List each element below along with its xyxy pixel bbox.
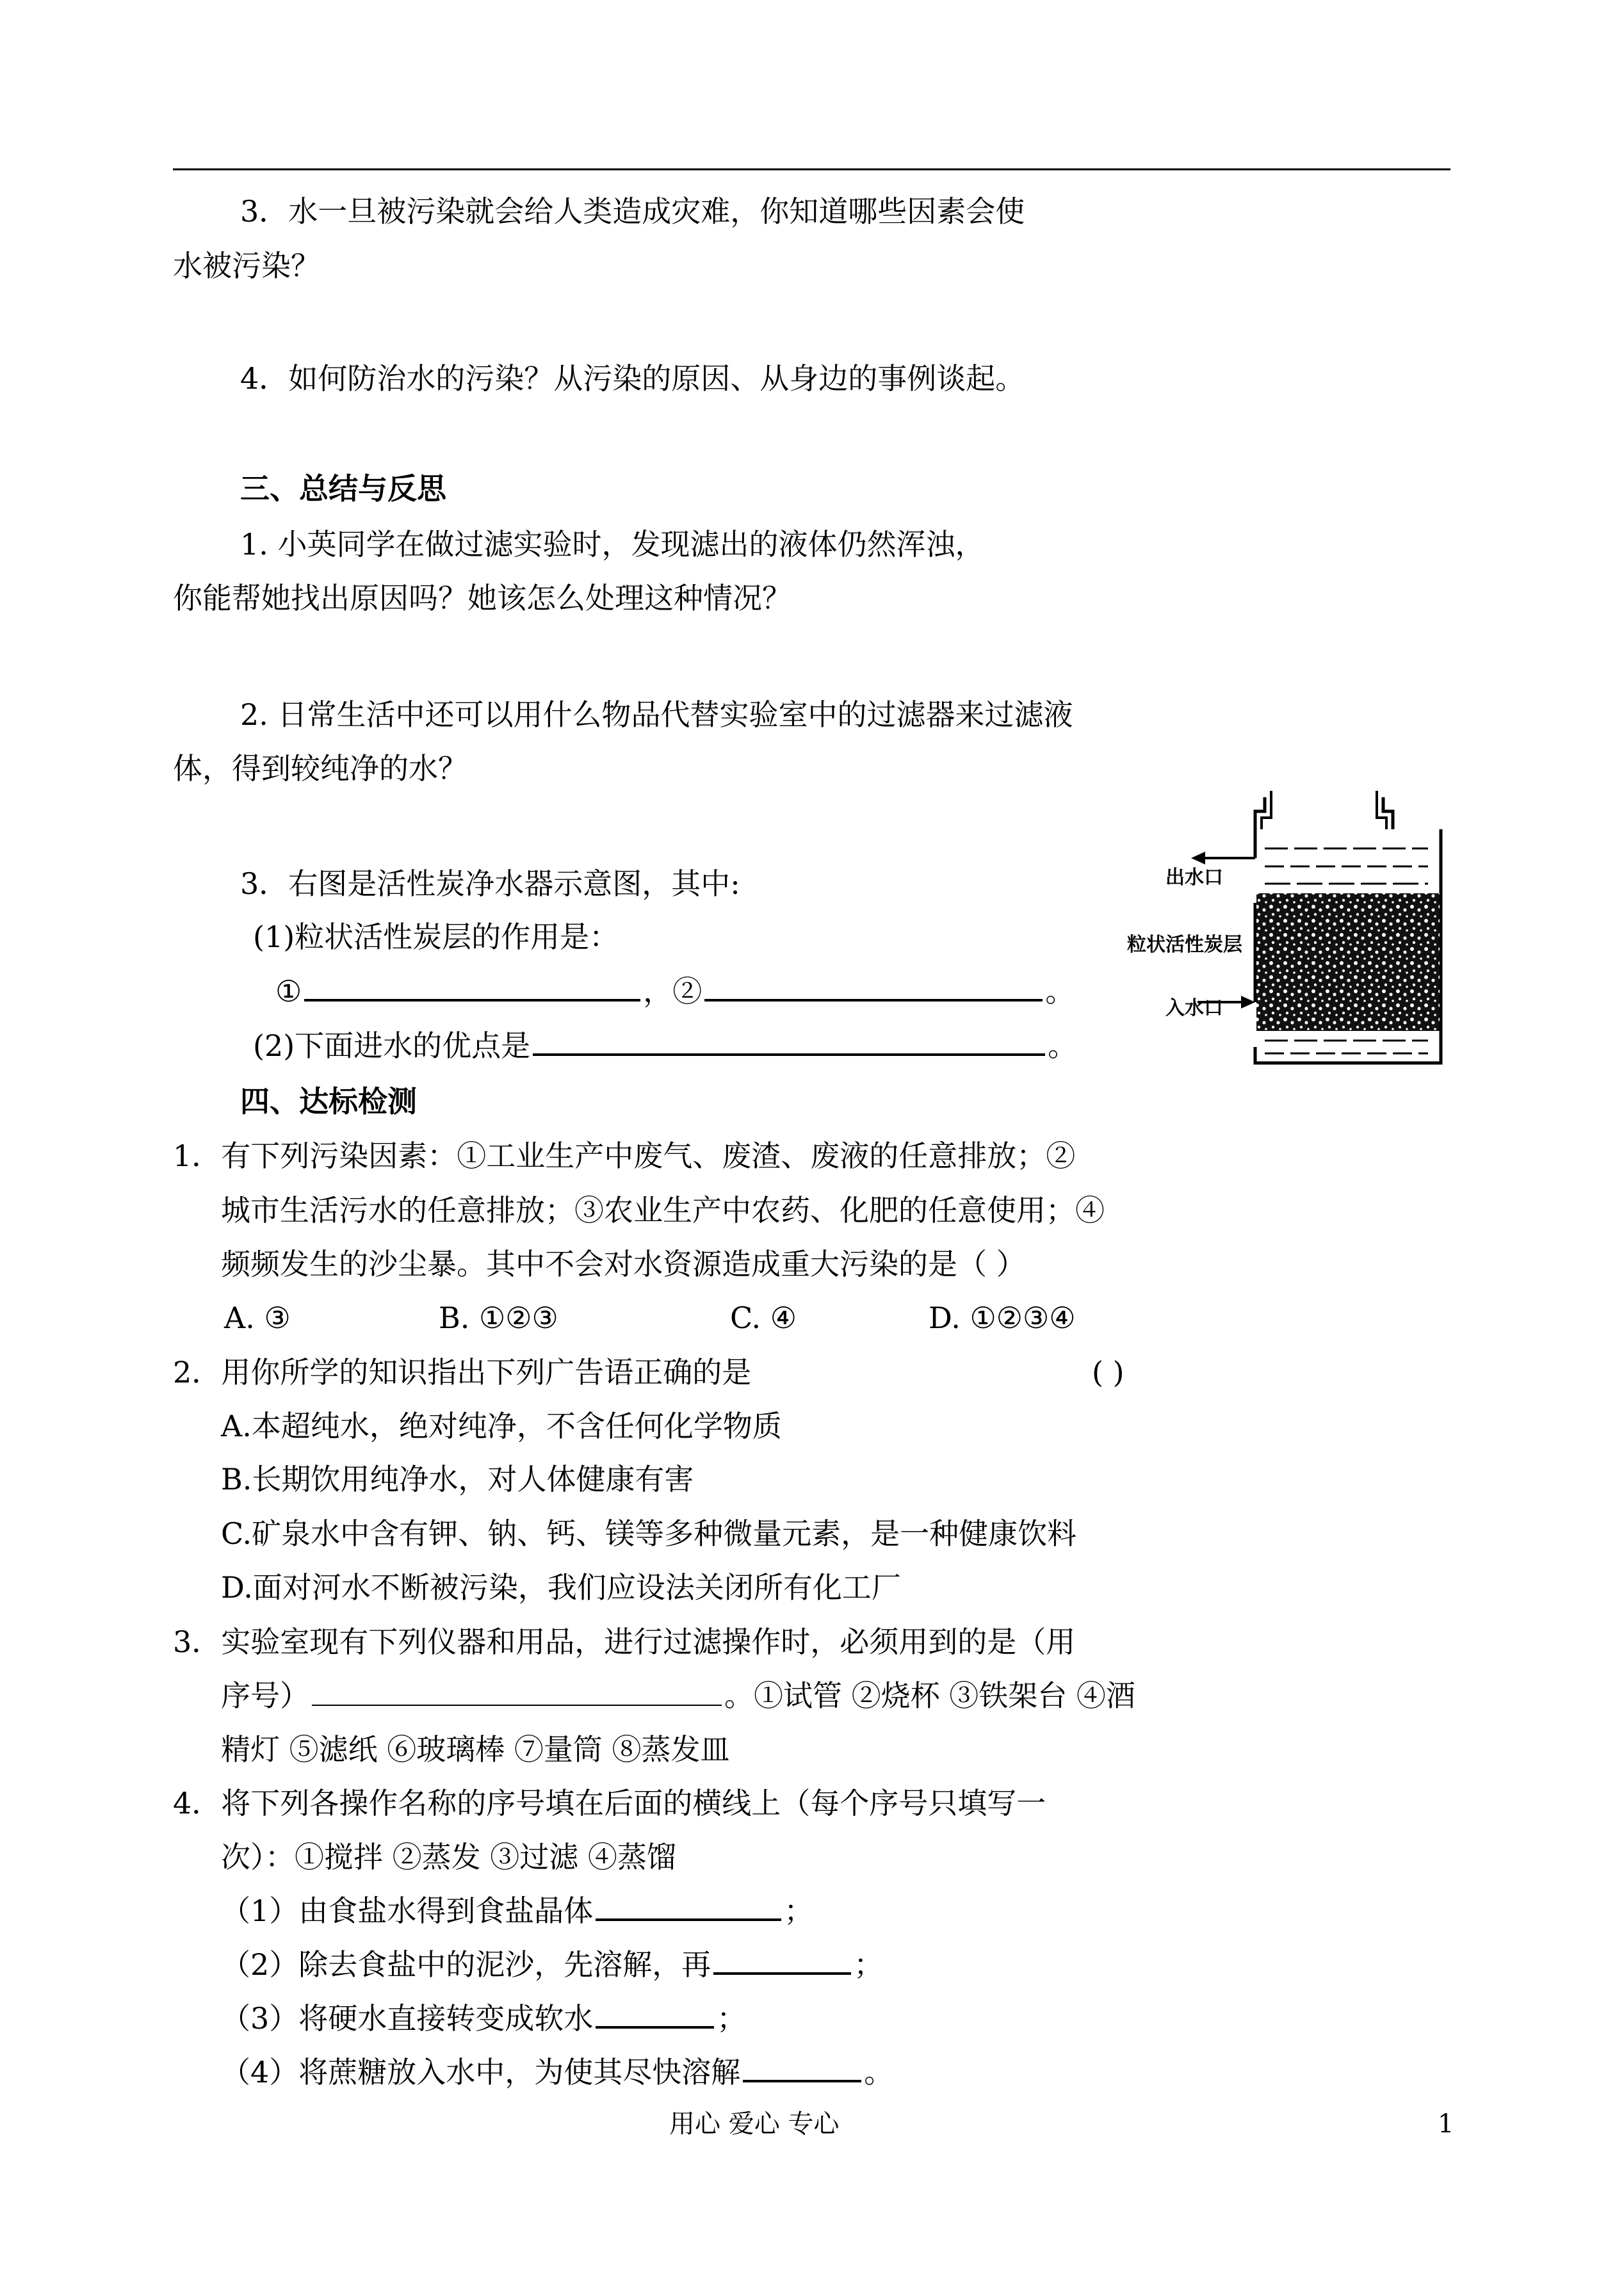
answer-blank-7[interactable] bbox=[596, 2000, 714, 2029]
q3-prefix: 序号） bbox=[221, 1678, 309, 1713]
period: 。 bbox=[864, 2055, 894, 2089]
outlet-label: 出水口 bbox=[1165, 866, 1223, 889]
question-3-2-line-1: 2. 日常生活中还可以用什么物品代替实验室中的过滤器来过滤液 bbox=[240, 697, 1073, 732]
question-3-3-sub-1: (1)粒状活性炭层的作用是： bbox=[253, 920, 619, 954]
question-4-1-line-1: 1．有下列污染因素：①工业生产中废气、废渣、废液的任意排放；② bbox=[173, 1139, 1076, 1173]
question-4-1-option-a: A. ③ bbox=[224, 1301, 291, 1335]
semicolon: ； bbox=[717, 2001, 747, 2036]
question-3-3: 3．右图是活性炭净水器示意图，其中: bbox=[240, 866, 740, 901]
answer-blank-3[interactable] bbox=[533, 1028, 1045, 1056]
footer-slogan: 用心 爱心 专心 bbox=[669, 2109, 840, 2139]
question-4-4-line-1: 4．将下列各操作名称的序号填在后面的横线上（每个序号只填写一 bbox=[173, 1786, 1046, 1821]
answer-blank-4[interactable] bbox=[312, 1679, 722, 1706]
question-4-4-item-3 bbox=[221, 1999, 746, 2038]
item-4-text: （4）将蔗糖放入水中，为使其尽快溶解 bbox=[221, 2055, 741, 2089]
answer-blank-2[interactable] bbox=[704, 973, 1043, 1002]
question-4-3-line-1: 3．实验室现有下列仪器和用品，进行过滤操作时，必须用到的是（用 bbox=[173, 1625, 1076, 1659]
semicolon: ； bbox=[854, 1947, 884, 1982]
question-3-3-sub-2 bbox=[253, 1026, 1077, 1065]
semicolon: ； bbox=[784, 1894, 814, 1928]
period: 。 bbox=[1048, 1028, 1078, 1063]
question-4-3-line-2 bbox=[221, 1676, 1135, 1715]
question-3-2-line-2: 体，得到较纯净的水？ bbox=[173, 751, 467, 786]
question-3-3-blanks-row bbox=[275, 972, 1075, 1010]
header-rule bbox=[173, 168, 1450, 170]
section-4-title: 四、达标检测 bbox=[240, 1084, 417, 1119]
inlet-label: 入水口 bbox=[1165, 997, 1223, 1019]
question-4-2-answer-paren: ( ) bbox=[1092, 1355, 1125, 1390]
question-4-1-option-c: C. ④ bbox=[730, 1301, 797, 1335]
question-4-2-option-d: D.面对河水不断被污染，我们应设法关闭所有化工厂 bbox=[221, 1570, 901, 1605]
question-4-4-item-2 bbox=[221, 1945, 883, 1984]
water-purifier-diagram bbox=[1127, 791, 1447, 1073]
question-4-3-line-3: 精灯 ⑤滤纸 ⑥玻璃棒 ⑦量筒 ⑧蒸发皿 bbox=[221, 1732, 730, 1767]
period: 。 bbox=[1045, 974, 1075, 1009]
question-3-1-line-1: 1. 小英同学在做过滤实验时，发现滤出的液体仍然浑浊， bbox=[240, 527, 985, 562]
question-4-2-line-1: 2．用你所学的知识指出下列广告语正确的是 bbox=[173, 1355, 752, 1390]
circled-one: ① bbox=[275, 974, 302, 1009]
question-4-1-line-3: 频频发生的沙尘暴。其中不会对水资源造成重大污染的是（ ） bbox=[221, 1247, 1026, 1281]
section-3-title: 三、总结与反思 bbox=[240, 471, 446, 506]
page-number: 1 bbox=[1438, 2109, 1454, 2139]
question-2-3-line-1: 3．水一旦被污染就会给人类造成灾难，你知道哪些因素会使 bbox=[240, 194, 1025, 229]
question-4-1-option-b: B. ①②③ bbox=[439, 1301, 558, 1335]
question-4-1-option-d: D. ①②③④ bbox=[929, 1301, 1076, 1335]
question-2-3-line-2: 水被污染？ bbox=[173, 248, 320, 283]
answer-blank-8[interactable] bbox=[743, 2054, 861, 2082]
circled-two-sep: ，② bbox=[643, 974, 702, 1009]
item-2-text: （2）除去食盐中的泥沙，先溶解，再 bbox=[221, 1947, 711, 1982]
sub-2-text: (2)下面进水的优点是 bbox=[253, 1028, 531, 1063]
question-4-2-option-a: A.本超纯水，绝对纯净，不含任何化学物质 bbox=[221, 1409, 782, 1443]
item-3-text: （3）将硬水直接转变成软水 bbox=[221, 2001, 594, 2036]
question-4-2-option-b: B.长期饮用纯净水，对人体健康有害 bbox=[221, 1462, 694, 1496]
question-4-4-item-4 bbox=[221, 2053, 893, 2091]
question-4-4-item-1 bbox=[221, 1892, 813, 1930]
item-1-text: （1）由食盐水得到食盐晶体 bbox=[221, 1894, 594, 1928]
question-3-1-line-2: 你能帮她找出原因吗？她该怎么处理这种情况？ bbox=[173, 581, 792, 615]
question-4-4-line-2: 次）：①搅拌 ②蒸发 ③过滤 ④蒸馏 bbox=[221, 1840, 676, 1874]
question-4-2-option-c: C.矿泉水中含有钾、钠、钙、镁等多种微量元素，是一种健康饮料 bbox=[221, 1516, 1077, 1551]
carbon-layer-label: 粒状活性炭层 bbox=[1127, 934, 1242, 956]
answer-blank-5[interactable] bbox=[596, 1893, 781, 1921]
answer-blank-6[interactable] bbox=[713, 1947, 851, 1975]
answer-blank-1[interactable] bbox=[304, 973, 640, 1002]
question-4-1-line-2: 城市生活污水的任意排放；③农业生产中农药、化肥的任意使用；④ bbox=[221, 1193, 1105, 1228]
purifier-drawing bbox=[1127, 791, 1447, 1073]
q3-suffix: 。①试管 ②烧杯 ③铁架台 ④酒 bbox=[724, 1678, 1135, 1713]
question-2-4: 4．如何防治水的污染？从污染的原因、从身边的事例谈起。 bbox=[240, 361, 1025, 396]
